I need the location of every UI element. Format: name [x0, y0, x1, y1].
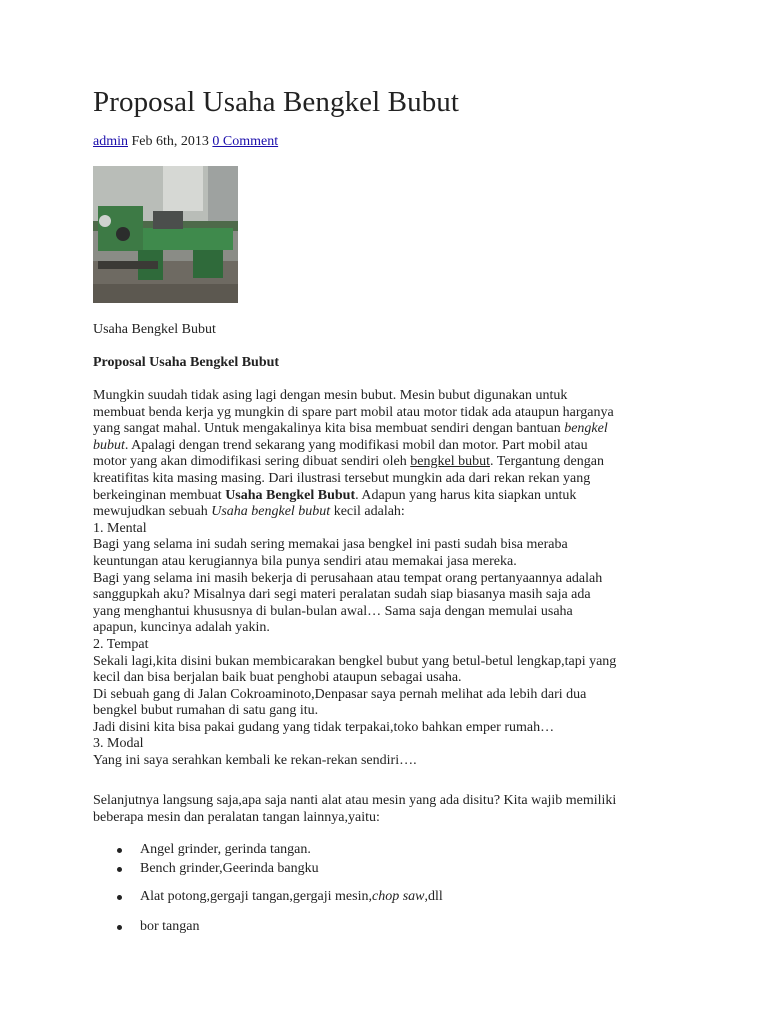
article-body: [93, 388, 683, 770]
body-text-5: kecil adalah: 1. Mental Bagi yang selama ini sudah sering memakai jasa bengkel ini pasti sudah bisa meraba keuntungan atau kerugiannya bila punya sendiri atau memakai jasa mereka. Bagi yang selama ini masih bekerja di perusahaan atau tempat orang pertanyaannya adalah sanggupkah aku? Misalnya dari segi materi peralatan sudah siap biasanya masih saja ada yang menghantui khususnya di bulan-bulan awal… Sama saja dengan memulai usaha apapun, kuncinya adalah yakin. 2. Tempat Sekali lagi,kita disini bukan membicarakan bengkel bubut yang betul-betul lengkap,tapi yang kecil dan bisa berjalan baik buat penghobi ataupun sebagai usaha. Di sebuah gang di Jalan Cokroaminoto,Denpasar saya pernah melihat ada lebih dari dua bengkel bubut rumahan di satu gang itu. Jadi disini kita bisa pakai gudang yang tidak terpakai,toko bahkan emper rumah… 3. Modal Yang ini saya serahkan kembali ke rekan-rekan sendiri….: [93, 504, 617, 769]
comments-link[interactable]: 0 Comment: [212, 134, 279, 149]
body-text-1: Mungkin suudah tidak asing lagi dengan mesin bubut. Mesin bubut digunakan untuk membuat benda kerja yg mungkin di spare part mobil atau motor tidak ada ataupun harganya yang sangat mahal. Untuk mengakalinya kita bisa membuat sendiri dengan bantuan: [93, 388, 614, 437]
list-item-tail: ,dll: [424, 889, 443, 904]
author-link[interactable]: admin: [93, 134, 128, 149]
list-item-text: [140, 889, 443, 905]
list-item-text-main: Alat potong,gergaji tangan,gergaji mesin,: [140, 889, 372, 904]
list-item-text: Angel grinder, gerinda tangan.: [140, 842, 311, 857]
post-meta: [93, 134, 278, 150]
body-italic-2: Usaha bengkel bubut: [211, 504, 331, 520]
article-title: Proposal Usaha Bengkel Bubut: [93, 86, 460, 118]
list-item-italic: chop saw: [371, 889, 425, 904]
body-text-4: . Adapun yang harus kita siapkan untuk mewujudkan sebuah: [93, 487, 577, 520]
post-date: Feb 6th, 2013: [131, 134, 209, 149]
list-item-text: bor tangan: [140, 919, 200, 934]
bengkel-bubut-link[interactable]: bengkel bubut: [410, 454, 490, 470]
body-text-2: . Apalagi dengan trend sekarang yang modifikasi mobil dan motor. Part mobil atau motor yang akan dimodifikasi sering dibuat sendiri oleh: [93, 437, 588, 470]
list-item-text: Bench grinder,Geerinda bangku: [140, 861, 319, 876]
tools-intro: Selanjutnya langsung saja,apa saja nanti alat atau mesin yang ada disitu? Kita wajib memiliki beberapa mesin dan peralatan tangan lainnya,yaitu:: [93, 793, 617, 825]
article-subheading: Proposal Usaha Bengkel Bubut: [93, 355, 280, 370]
body-text-3: . Tergantung dengan kreatifitas kita masing masing. Dari ilustrasi tersebut mungkin ada dari rekan rekan yang berkeinginan membuat: [93, 454, 604, 503]
body-bold: Usaha Bengkel Bubut: [225, 487, 356, 503]
lathe-machine-photo: [93, 166, 238, 303]
image-caption: Usaha Bengkel Bubut: [93, 322, 216, 337]
body-italic-1: bengkel bubut: [93, 421, 608, 453]
